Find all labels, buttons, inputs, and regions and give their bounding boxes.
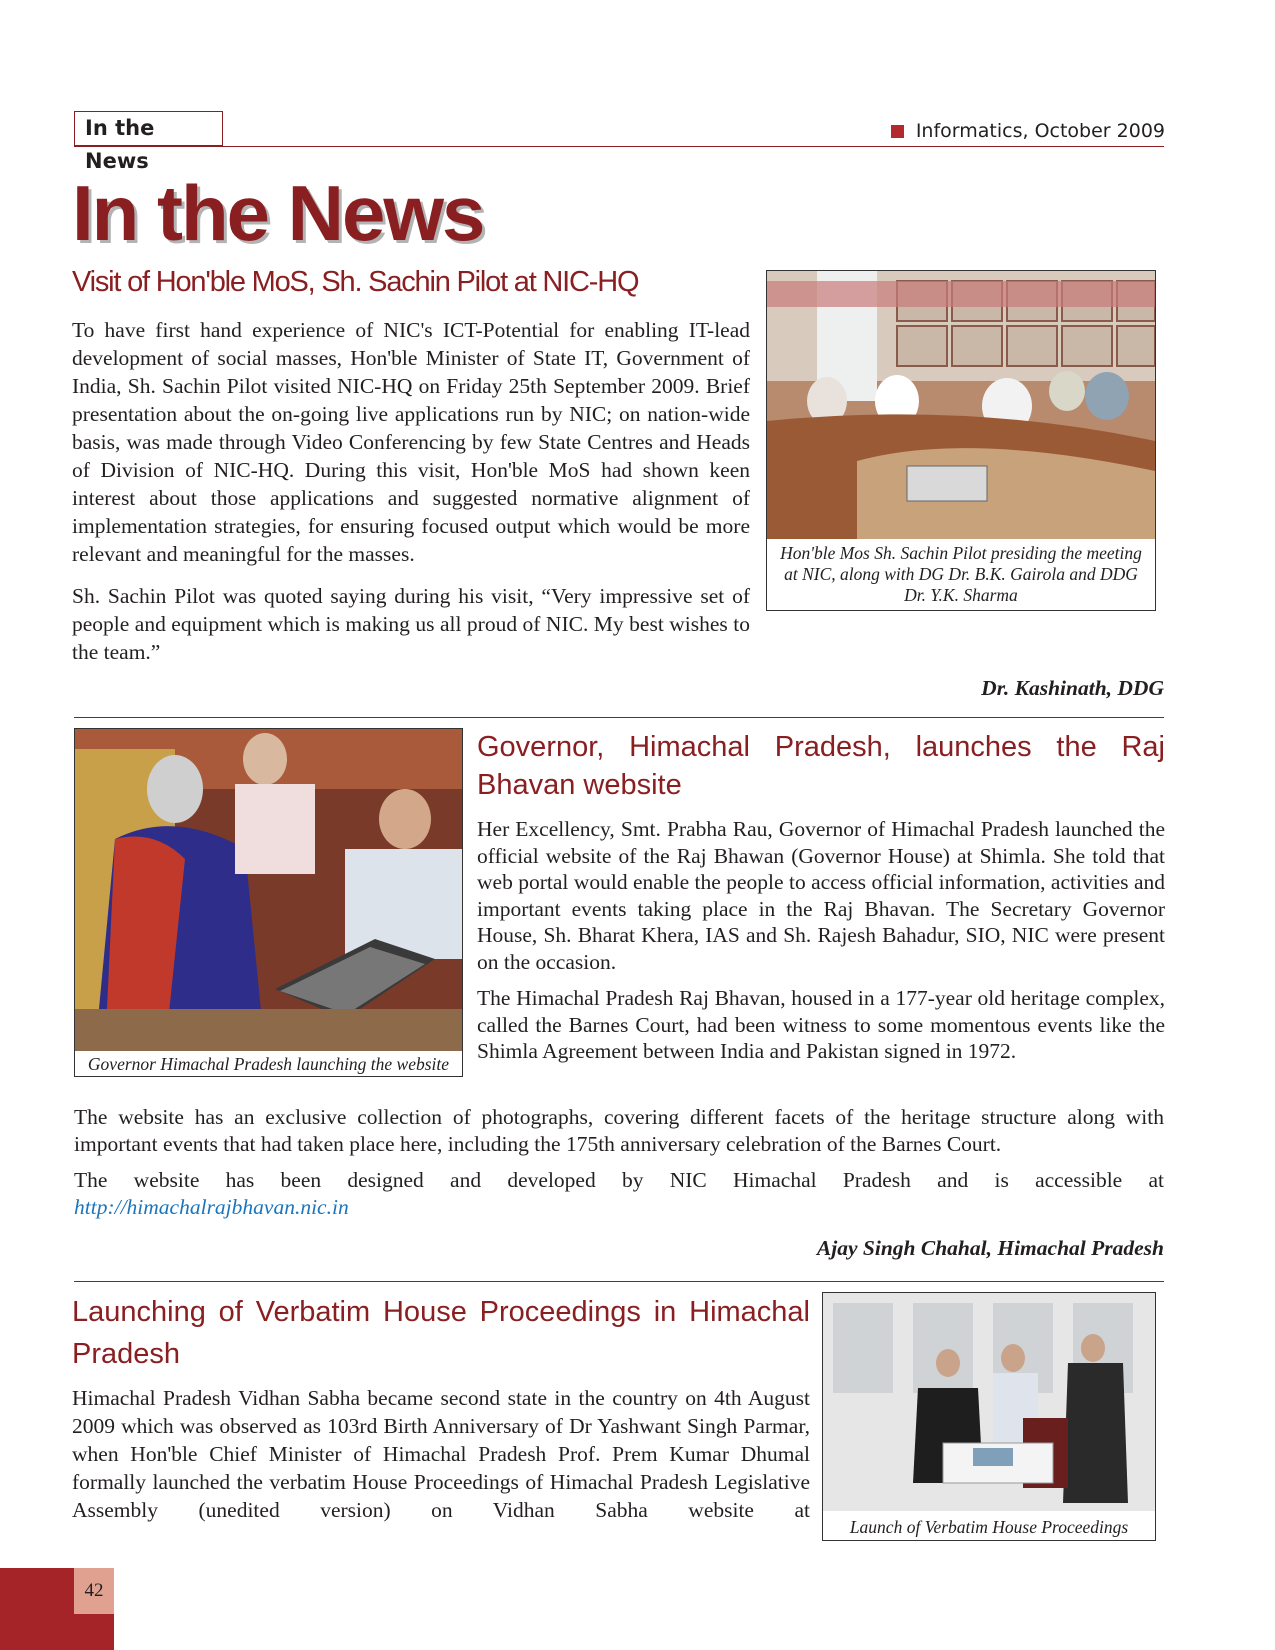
article1-author: Dr. Kashinath, DDG (981, 676, 1164, 700)
raj-bhavan-website-link[interactable]: http://himachalrajbhavan.nic.in (74, 1194, 349, 1219)
article1-title: Visit of Hon'ble MoS, Sh. Sachin Pilot at NIC-HQ (72, 266, 639, 298)
article2-para1: Her Excellency, Smt. Prabha Rau, Governor of Himachal Pradesh launched the official website of the Raj Bhawan (Governor House) at Shimla. She told that web portal would enable the people to access official information, activities and important events taking place in the Raj Bhavan. The Secretary Governor House, Sh. Bharat Khera, IAS and Sh. Rajesh Bahadur, SIO, NIC were present on the occasion. (477, 817, 1165, 974)
page-title: In the News (72, 169, 484, 257)
footer-corner-block-bottom (74, 1614, 114, 1650)
article3-caption: Launch of Verbatim House Proceedings (849, 1517, 1129, 1537)
article3-photo-frame (822, 1292, 1156, 1541)
article2-para3: The website has an exclusive collection of photographs, covering different facets of the heritage structure along with important events that had taken place here, including the 175th anniversary celebration of the Barnes Court. (74, 1105, 1164, 1156)
article1-caption: Hon'ble Mos Sh. Sachin Pilot presiding the meeting at NIC, along with DG Dr. B.K. Gairola and DDG Dr. Y.K. Sharma (780, 543, 1142, 605)
article1-para2: Sh. Sachin Pilot was quoted saying during his visit, “Very impressive set of people and equipment which is making us all proud of NIC. My best wishes to the team.” (72, 584, 750, 664)
publication-header (891, 120, 1165, 142)
page-number: 42 (74, 1568, 114, 1614)
article3-para1: Himachal Pradesh Vidhan Sabha became second state in the country on 4th August 2009 which was observed as 103rd Birth Anniversary of Dr Yashwant Singh Parmar, when Hon'ble Chief Minister of Himachal Pradesh Prof. Prem Kumar Dhumal formally launched the verbatim House Proceedings of Himachal Pradesh Legislative Assembly (unedited version) on Vidhan Sabha website at (72, 1386, 810, 1522)
article2-para4: The website has been designed and developed by NIC Himachal Pradesh and is accessible at (74, 1168, 1164, 1192)
publication-label: Informatics, October 2009 (915, 120, 1165, 142)
article1-para1: To have first hand experience of NIC's ICT-Potential for enabling IT-lead development of social masses, Hon'ble Minister of State IT, Government of India, Sh. Sachin Pilot visited NIC-HQ on Friday 25th September 2009. Brief presentation about the on-going live applications run by NIC; on nation-wide basis, was made through Video Conferencing by few State Centres and Heads of Division of NIC-HQ. During this visit, Hon'ble MoS had shown keen interest about those applications and suggested normative alignment of implementation strategies, for ensuring focused output which would be more relevant and meaningful for the masses. (72, 318, 750, 566)
governor-launch-photo (75, 729, 462, 1051)
divider (74, 717, 1164, 718)
meeting-photo (767, 271, 1155, 539)
article2-caption: Governor Himachal Pradesh launching the website (87, 1054, 450, 1074)
article2-para2: The Himachal Pradesh Raj Bhavan, housed in a 177-year old heritage complex, called the Barnes Court, had been witness to some momentous events like the Shimla Agreement between India and Pakistan signed in 1972. (477, 986, 1165, 1063)
footer-corner-block (0, 1568, 74, 1650)
header-rule (74, 146, 1164, 147)
divider (74, 1281, 1164, 1282)
article2-photo-frame (74, 728, 463, 1077)
square-bullet-icon (891, 125, 904, 138)
article1-photo-frame (766, 270, 1156, 611)
verbatim-launch-photo (823, 1293, 1155, 1511)
article2-author: Ajay Singh Chahal, Himachal Pradesh (816, 1236, 1164, 1260)
article2-title: Governor, Himachal Pradesh, launches the Raj Bhavan website (477, 731, 1165, 801)
section-tag: In the News (74, 111, 223, 146)
article3-title: Launching of Verbatim House Proceedings in Himachal Pradesh (72, 1296, 810, 1370)
